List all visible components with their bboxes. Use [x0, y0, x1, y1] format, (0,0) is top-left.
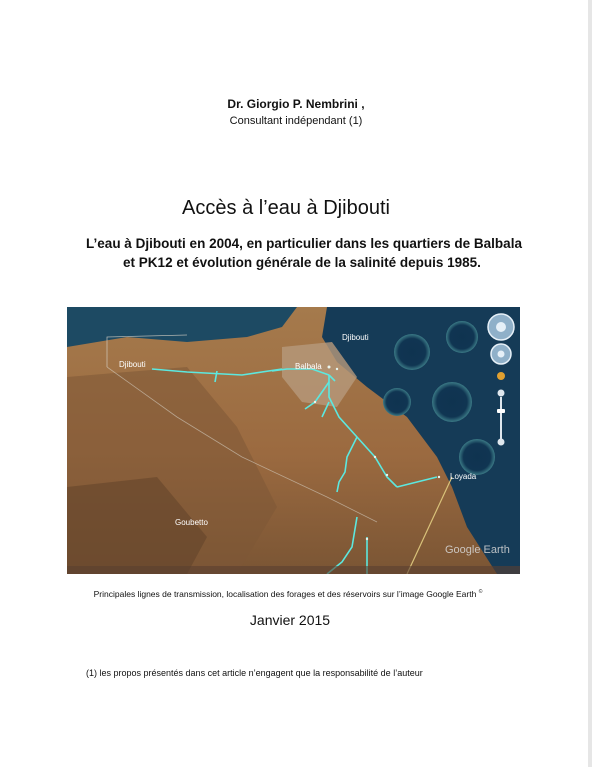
reef: [446, 321, 478, 353]
satellite-map: [67, 307, 520, 574]
look-control-center: [496, 322, 506, 332]
author-name: Dr. Giorgio P. Nembrini ,: [227, 97, 365, 111]
publication-date: Janvier 2015: [249, 612, 331, 628]
author-affiliation: Consultant indépendant (1): [229, 115, 363, 127]
label-djibouti-west: Djibouti: [119, 360, 146, 369]
zoom-out-icon[interactable]: [498, 439, 505, 446]
reef: [383, 388, 411, 416]
zoom-slider-handle[interactable]: [497, 409, 505, 413]
subtitle-line-2: et PK12 et évolution générale de la salinité depuis 1985.: [123, 255, 481, 270]
street-view-icon[interactable]: [497, 372, 505, 380]
label-djibouti-city: Djibouti: [342, 333, 369, 342]
zoom-slider[interactable]: [500, 397, 502, 439]
reef: [432, 382, 472, 422]
google-earth-logo: Google Earth: [445, 544, 510, 556]
label-balbala: Balbala: [295, 362, 322, 371]
reef: [394, 334, 430, 370]
zoom-in-icon[interactable]: [498, 390, 505, 397]
footnote: (1) les propos présentés dans cet article n’engagent que la responsabilité de l’auteur: [86, 668, 423, 678]
subtitle-line-1: L’eau à Djibouti en 2004, en particulier dans les quartiers de Balbala: [86, 236, 522, 251]
figure-caption: [0, 589, 584, 599]
satellite-map-image: [67, 307, 520, 574]
document-title: Accès à l’eau à Djibouti: [182, 197, 390, 219]
label-goubetto: Goubetto: [175, 518, 208, 527]
caption-mark: ©: [478, 589, 483, 596]
label-loyada: Loyada: [450, 472, 477, 481]
move-control-center: [498, 351, 505, 358]
status-strip: [67, 566, 520, 574]
caption-text: Principales lignes de transmission, localisation des forages et des réservoirs sur l’image Google Earth: [93, 589, 477, 599]
reef: [459, 439, 495, 475]
